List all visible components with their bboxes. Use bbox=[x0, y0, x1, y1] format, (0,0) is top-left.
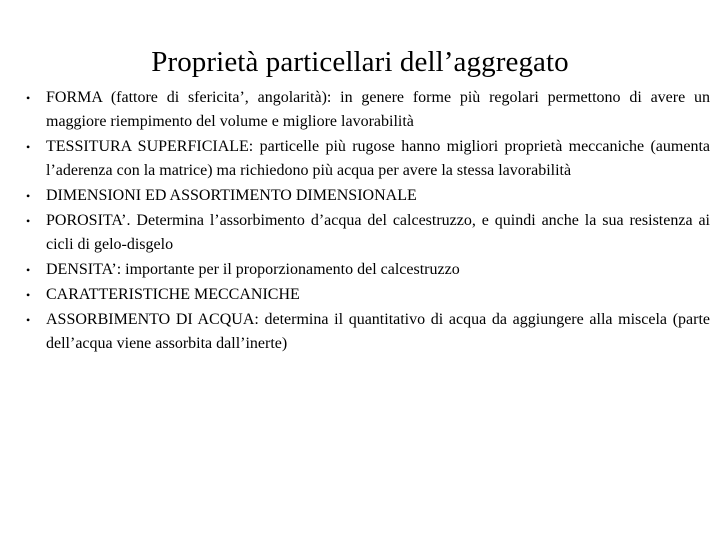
bullet-item-caratteristiche bbox=[26, 283, 710, 307]
bullet-item-forma bbox=[26, 86, 710, 134]
bullet-icon: • bbox=[26, 189, 31, 203]
bullet-list bbox=[26, 86, 710, 357]
bullet-text: TESSITURA SUPERFICIALE: particelle più rugose hanno migliori proprietà meccaniche (aumenta l’aderenza con la matrice) ma richiedono più acqua per avere la stessa lavorabilità bbox=[46, 138, 710, 179]
bullet-item-dimensioni bbox=[26, 184, 710, 208]
bullet-item-tessitura bbox=[26, 135, 710, 183]
bullet-icon: • bbox=[26, 140, 31, 154]
bullet-item-assorbimento bbox=[26, 308, 710, 356]
slide-title: Proprietà particellari dell’aggregato bbox=[151, 46, 569, 78]
bullet-icon: • bbox=[26, 263, 31, 277]
bullet-text: CARATTERISTICHE MECCANICHE bbox=[46, 286, 300, 303]
bullet-item-densita bbox=[26, 258, 710, 282]
bullet-icon: • bbox=[26, 288, 31, 302]
bullet-icon: • bbox=[26, 214, 31, 228]
bullet-icon: • bbox=[26, 91, 31, 105]
bullet-item-porosita bbox=[26, 209, 710, 257]
bullet-text: DENSITA’: importante per il proporzionamento del calcestruzzo bbox=[46, 261, 460, 278]
bullet-text: FORMA (fattore di sfericita’, angolarità): in genere forme più regolari permettono di avere un maggiore riempimento del volume e migliore lavorabilità bbox=[46, 89, 710, 130]
bullet-text: ASSORBIMENTO DI ACQUA: determina il quantitativo di acqua da aggiungere alla miscela (parte dell’acqua viene assorbita dall’inerte) bbox=[46, 311, 710, 352]
bullet-text: POROSITA’. Determina l’assorbimento d’acqua del calcestruzzo, e quindi anche la sua resistenza ai cicli di gelo-disgelo bbox=[46, 212, 710, 253]
bullet-icon: • bbox=[26, 313, 31, 327]
bullet-text: DIMENSIONI ED ASSORTIMENTO DIMENSIONALE bbox=[46, 187, 417, 204]
